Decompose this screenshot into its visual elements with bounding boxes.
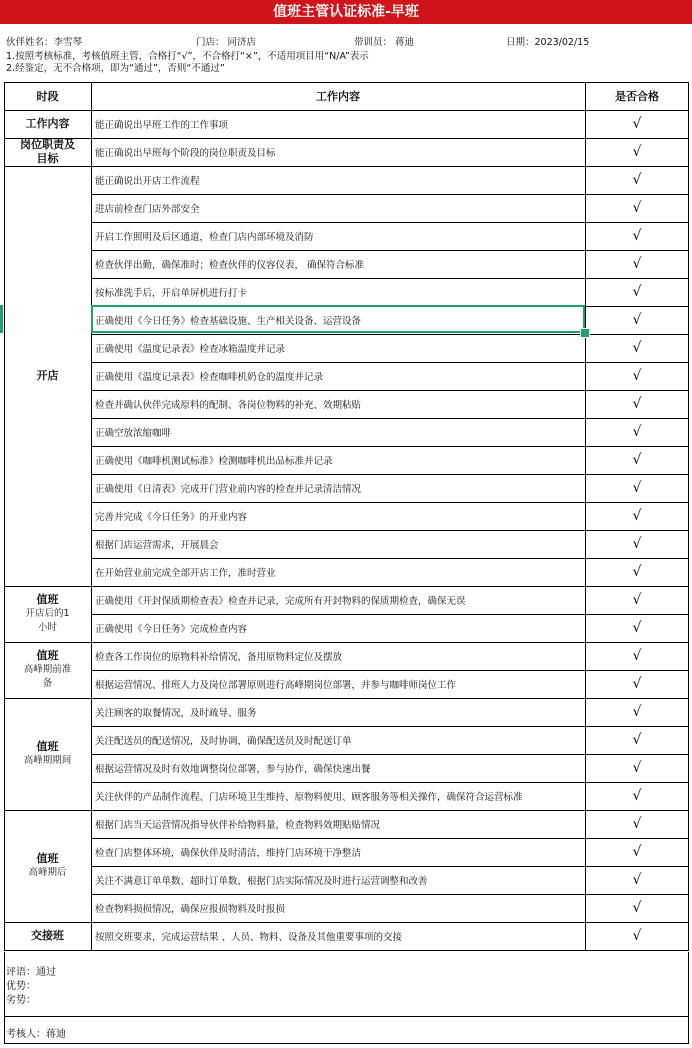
- pass-checkmark[interactable]: √: [632, 760, 642, 776]
- pass-checkmark[interactable]: √: [632, 564, 642, 580]
- footer-bottom-border: [4, 1043, 688, 1044]
- instruction-2: 2.经鉴定，无不合格项，即为“通过”，否则“不通过”: [6, 63, 225, 74]
- table-row-content[interactable]: 正确空放浓缩咖啡: [95, 428, 172, 439]
- page-title: 值班主管认证标准-早班: [0, 0, 692, 24]
- table-row-content[interactable]: 关注伙伴的产品制作流程、门店环境卫生维持、原物料使用、顾客服务等相关操作，确保符合运营标准: [95, 792, 523, 803]
- phase-cell: [4, 810, 91, 922]
- pass-checkmark[interactable]: √: [632, 228, 642, 244]
- pass-checkmark[interactable]: √: [632, 200, 642, 216]
- fill-handle[interactable]: [580, 328, 590, 338]
- pass-checkmark[interactable]: √: [632, 312, 642, 328]
- pass-checkmark[interactable]: √: [632, 704, 642, 720]
- table-row-content[interactable]: 正确使用《今日任务》完成检查内容: [95, 624, 248, 635]
- phase-cell: [4, 138, 91, 166]
- table-row-content[interactable]: 根据门店当天运营情况指导伙伴补给物料量，检查物料效期贴贴情况: [95, 820, 381, 831]
- pass-checkmark[interactable]: √: [632, 788, 642, 804]
- table-row-content[interactable]: 能正确说出早班每个阶段的岗位职责及目标: [95, 148, 276, 159]
- phase-title: 交接班: [31, 929, 64, 942]
- phase-subtitle: 高峰期后: [28, 867, 67, 878]
- column-divider-2: [585, 82, 586, 951]
- group-divider: [4, 950, 689, 951]
- phase-title: 值班: [36, 649, 59, 662]
- date: 日期：2023/02/15: [506, 37, 590, 48]
- pass-checkmark[interactable]: √: [632, 452, 642, 468]
- phase-cell: [4, 922, 91, 950]
- pass-checkmark[interactable]: √: [632, 536, 642, 552]
- pass-checkmark[interactable]: √: [632, 676, 642, 692]
- table-row-content[interactable]: 正确使用《开封保质期检查表》检查并记录，完成所有开封物料的保质期检查，确保无误: [95, 596, 466, 607]
- pass-checkmark[interactable]: √: [632, 424, 642, 440]
- pass-checkmark[interactable]: √: [632, 928, 642, 944]
- row-marker: [0, 305, 3, 333]
- table-row-content[interactable]: 关注不满意订单单数、超时订单数，根据门店实际情况及时进行运营调整和改善: [95, 876, 428, 887]
- review-strengths: 优势：: [6, 981, 36, 992]
- header-content: 工作内容: [316, 90, 360, 103]
- table-row-content[interactable]: 关注顾客的取餐情况，及时疏导、服务: [95, 708, 257, 719]
- pass-checkmark[interactable]: √: [632, 508, 642, 524]
- table-top-border: [4, 82, 689, 83]
- review-comment: 评语：通过: [6, 967, 56, 978]
- pass-checkmark[interactable]: √: [632, 256, 642, 272]
- table-row-content[interactable]: 检查门店整体环境，确保伙伴及时清洁，维持门店环境干净整洁: [95, 848, 362, 859]
- table-row-content[interactable]: 根据运营情况及时有效地调整岗位部署，参与协作，确保快速出餐: [95, 764, 371, 775]
- pass-checkmark[interactable]: √: [632, 872, 642, 888]
- phase-subtitle: 开店后的1小时: [25, 608, 70, 633]
- phase-cell: [4, 698, 91, 810]
- phase-subtitle: 高峰期期间: [23, 755, 72, 766]
- phase-cell: [4, 642, 91, 698]
- table-row-content[interactable]: 正确使用《咖啡机测试标准》检测咖啡机出品标准并记录: [95, 456, 333, 467]
- table-row-content[interactable]: 检查各工作岗位的原物料补给情况，备用原物料定位及摆放: [95, 652, 343, 663]
- table-row-content[interactable]: 开启工作照明及后区通道，检查门店内部环境及消防: [95, 232, 314, 243]
- pass-checkmark[interactable]: √: [632, 620, 642, 636]
- table-row-content[interactable]: 正确使用《日清表》完成开门营业前内容的检查并记录清洁情况: [95, 484, 362, 495]
- table-row-content[interactable]: 能正确说出开店工作流程: [95, 176, 200, 187]
- pass-checkmark[interactable]: √: [632, 172, 642, 188]
- table-row-content[interactable]: 检查并确认伙伴完成原料的配制、各岗位物料的补充、效期粘贴: [95, 400, 362, 411]
- table-row-content[interactable]: 按照交班要求，完成运营结果 、人员、物料、设备及其他重要事项的交接: [95, 932, 403, 943]
- phase-title: 岗位职责及目标: [20, 138, 75, 165]
- assessment-table: [0, 80, 692, 952]
- table-row-content[interactable]: 按标准洗手后，开启单屏机进行打卡: [95, 288, 248, 299]
- review-weaknesses: 劣势：: [6, 995, 36, 1006]
- phase-title: 值班: [36, 593, 59, 606]
- assessor: 考核人：蒋迪: [6, 1029, 66, 1040]
- pass-checkmark[interactable]: √: [632, 340, 642, 356]
- phase-title: 工作内容: [25, 117, 70, 130]
- pass-checkmark[interactable]: √: [632, 900, 642, 916]
- footer-right-border: [688, 952, 689, 1044]
- pass-checkmark[interactable]: √: [632, 844, 642, 860]
- phase-cell: [4, 166, 91, 586]
- pass-checkmark[interactable]: √: [632, 648, 642, 664]
- pass-checkmark[interactable]: √: [632, 396, 642, 412]
- table-row-content[interactable]: 正确使用《温度记录表》检查冰箱温度并记录: [95, 344, 286, 355]
- phase-cell: [4, 110, 91, 138]
- pass-checkmark[interactable]: √: [632, 592, 642, 608]
- table-left-border: [4, 82, 5, 951]
- table-row-content[interactable]: 能正确说出早班工作的工作事项: [95, 120, 229, 131]
- selected-cell[interactable]: [91, 305, 585, 333]
- phase-cell: [4, 586, 91, 642]
- table-row-content[interactable]: 正确使用《今日任务》检查基础设施、生产相关设备、运营设备: [95, 316, 362, 327]
- pass-checkmark[interactable]: √: [632, 368, 642, 384]
- trainer-name: 带训员： 蒋迪: [354, 37, 415, 48]
- store-name: 门店： 同济店: [196, 37, 257, 48]
- pass-checkmark[interactable]: √: [632, 816, 642, 832]
- header-pass: 是否合格: [615, 90, 659, 103]
- table-row-content[interactable]: 检查物料损损情况，确保应报损物料及时报损: [95, 904, 286, 915]
- phase-title: 值班: [36, 740, 59, 753]
- phase-title: 值班: [36, 852, 59, 865]
- partner-name: 伙伴姓名：李雪琴: [6, 37, 83, 48]
- table-right-border: [688, 82, 689, 951]
- column-divider-1: [91, 82, 92, 951]
- pass-checkmark[interactable]: √: [632, 480, 642, 496]
- pass-checkmark[interactable]: √: [632, 144, 642, 160]
- table-row-content[interactable]: 关注配送员的配送情况，及时协调，确保配送员及时配送订单: [95, 736, 352, 747]
- table-row-content[interactable]: 根据运营情况、排班人力及岗位部署原则进行高峰期岗位部署，并参与咖啡师岗位工作: [95, 680, 457, 691]
- footer-divider: [4, 1016, 688, 1017]
- phase-title: 开店: [36, 369, 59, 382]
- table-row-content[interactable]: 检查伙伴出勤，确保准时；检查伙伴的仪容仪表， 确保符合标准: [95, 260, 365, 271]
- table-row-content[interactable]: 根据门店运营需求，开展晨会: [95, 540, 219, 551]
- table-row-content[interactable]: 正确使用《温度记录表》检查咖啡机奶仓的温度并记录: [95, 372, 324, 383]
- phase-subtitle: 高峰期前准备: [23, 664, 72, 689]
- table-row-content[interactable]: 完善并完成《今日任务》的开业内容: [95, 512, 248, 523]
- footer-left-border: [4, 952, 5, 1044]
- header-phase: 时段: [36, 90, 59, 103]
- instruction-1: 1.按照考核标准，考核值班主管，合格打“√”，不合格打“×”，不适用项目用“N/A”表示: [6, 51, 369, 62]
- pass-checkmark[interactable]: √: [632, 732, 642, 748]
- table-row-content[interactable]: 在开始营业前完成全部开店工作，准时营业: [95, 568, 276, 579]
- pass-checkmark[interactable]: √: [632, 284, 642, 300]
- table-row-content[interactable]: 进店前检查门店外部安全: [95, 204, 200, 215]
- pass-checkmark[interactable]: √: [632, 116, 642, 132]
